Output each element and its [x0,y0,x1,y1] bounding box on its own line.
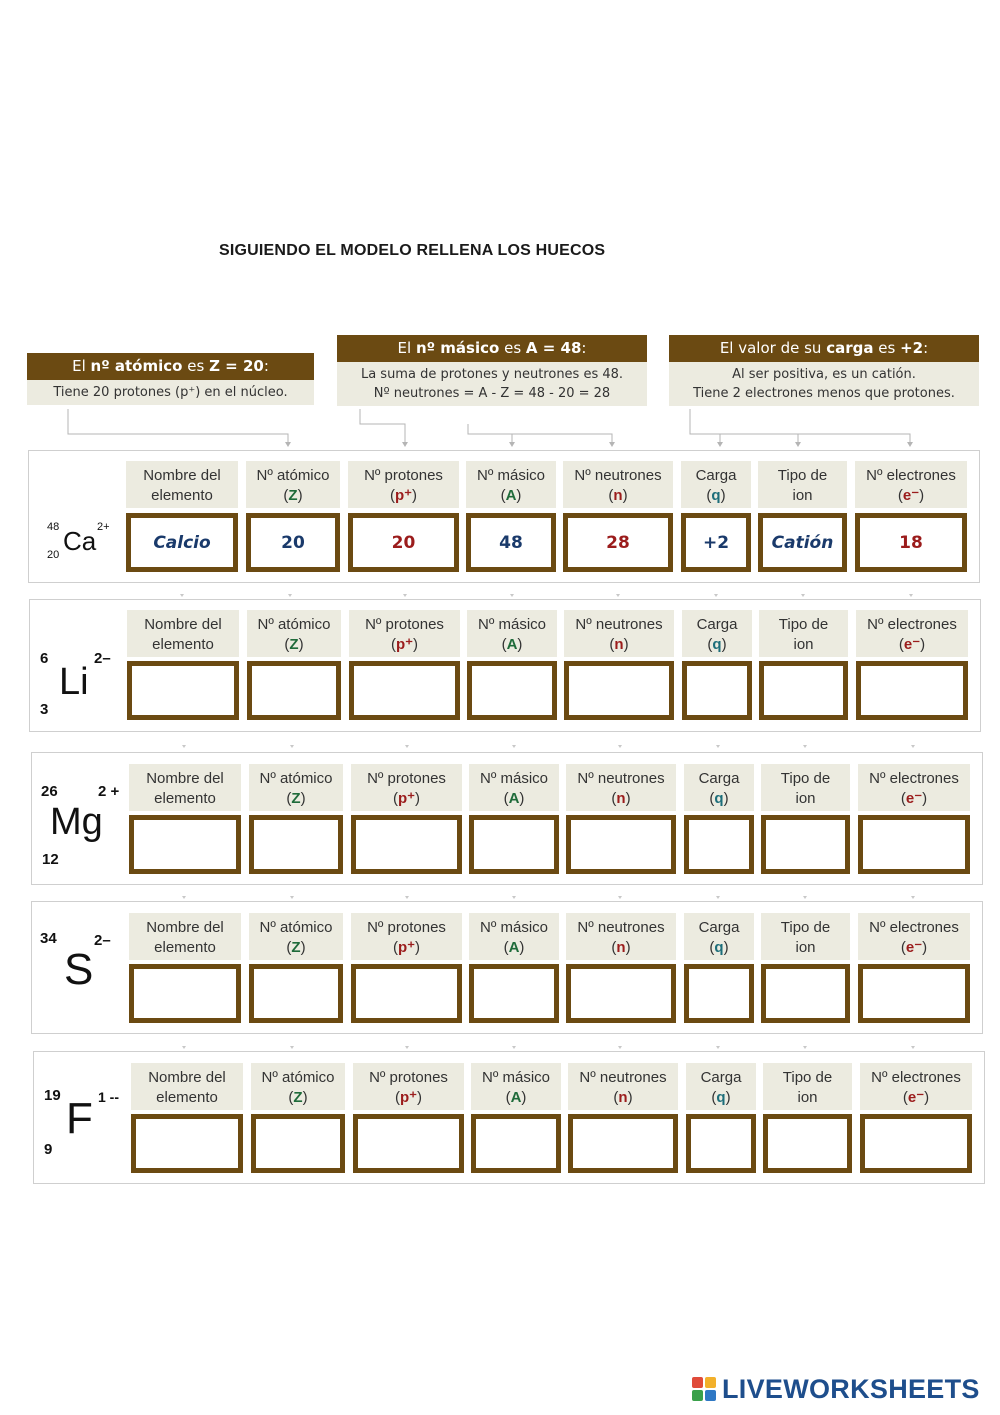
logo-icon [692,1377,718,1403]
callout-text: Al ser positiva, es un catión. Tiene 2 electrones menos que protones. [669,362,979,406]
page-title: SIGUIENDO EL MODELO RELLENA LOS HUECOS [219,242,606,259]
column-header-type: Tipo de ion [763,1063,852,1110]
column-header-n: Nº neutrones (n) [566,764,676,811]
column-header-z: Nº atómico (Z) [251,1063,345,1110]
column-header-type: Tipo de ion [761,764,850,811]
charge-label: 2– [94,650,111,667]
callout-heading: El nº másico es A = 48: [337,335,647,362]
callout-text: Tiene 20 protones (p⁺) en el núcleo. [27,380,314,405]
column-header-n: Nº neutrones (n) [564,610,674,657]
element-symbol: Mg [50,801,103,843]
column-header-name: Nombre del elemento [131,1063,243,1110]
column-header-p: Nº protones (p⁺) [348,461,459,508]
column-header-type: Tipo de ion [761,913,850,960]
column-header-e: Nº electrones (e⁻) [860,1063,972,1110]
column-header-a: Nº másico (A) [469,764,559,811]
mass-number: 34 [40,930,57,947]
column-header-name: Nombre del elemento [127,610,239,657]
mass-number: 48 [47,521,60,533]
column-header-q: Carga (q) [686,1063,756,1110]
column-header-p: Nº protones (p⁺) [351,764,462,811]
answer-cell-name: Calcio [126,513,238,572]
column-header-z: Nº atómico (Z) [247,610,341,657]
mass-number: 19 [44,1087,61,1104]
column-header-type: Tipo de ion [759,610,848,657]
column-header-name: Nombre del elemento [126,461,238,508]
answer-cell-n: 28 [563,513,673,572]
element-symbol: S [64,945,94,994]
column-header-a: Nº másico (A) [471,1063,561,1110]
answer-cell-type: Catión [758,513,847,572]
column-header-e: Nº electrones (e⁻) [858,764,970,811]
column-header-name: Nombre del elemento [129,764,241,811]
callout-heading: El nº atómico es Z = 20: [27,353,314,380]
column-header-q: Carga (q) [681,461,751,508]
element-symbol: Ca [63,526,97,556]
column-header-q: Carga (q) [684,913,754,960]
column-header-e: Nº electrones (e⁻) [855,461,967,508]
element-symbol: F [66,1094,93,1143]
column-header-z: Nº atómico (Z) [246,461,340,508]
answer-cell-q: +2 [681,513,751,572]
answer-cell-p: 20 [348,513,459,572]
column-header-n: Nº neutrones (n) [563,461,673,508]
column-header-z: Nº atómico (Z) [249,913,343,960]
answer-cell-e: 18 [855,513,967,572]
charge-label: 2 + [98,783,120,800]
column-header-a: Nº másico (A) [467,610,557,657]
answer-cell-z: 20 [246,513,340,572]
column-header-q: Carga (q) [684,764,754,811]
column-header-a: Nº másico (A) [466,461,556,508]
column-header-p: Nº protones (p⁺) [349,610,460,657]
atomic-number: 20 [47,549,60,561]
logo-text: LIVEWORKSHEETS [722,1374,980,1404]
liveworksheets-logo [692,1374,980,1405]
column-header-e: Nº electrones (e⁻) [858,913,970,960]
column-header-n: Nº neutrones (n) [568,1063,678,1110]
answer-cell-a: 48 [466,513,556,572]
charge-label: 2– [94,932,111,949]
atomic-number: 9 [44,1141,53,1158]
column-header-e: Nº electrones (e⁻) [856,610,968,657]
mass-number: 6 [40,650,49,667]
atomic-number: 3 [40,701,49,718]
atomic-number: 12 [42,851,59,868]
charge-label: 2+ [97,521,110,533]
column-header-q: Carga (q) [682,610,752,657]
callout-heading: El valor de su carga es +2: [669,335,979,362]
column-header-name: Nombre del elemento [129,913,241,960]
column-header-a: Nº másico (A) [469,913,559,960]
charge-label: 1 -- [98,1089,119,1105]
mass-number: 26 [41,783,58,800]
column-header-z: Nº atómico (Z) [249,764,343,811]
column-header-type: Tipo de ion [758,461,847,508]
column-header-p: Nº protones (p⁺) [353,1063,464,1110]
callout-text: La suma de protones y neutrones es 48. Nº neutrones = A - Z = 48 - 20 = 28 [337,362,647,406]
column-header-p: Nº protones (p⁺) [351,913,462,960]
column-header-n: Nº neutrones (n) [566,913,676,960]
element-symbol: Li [59,661,89,703]
